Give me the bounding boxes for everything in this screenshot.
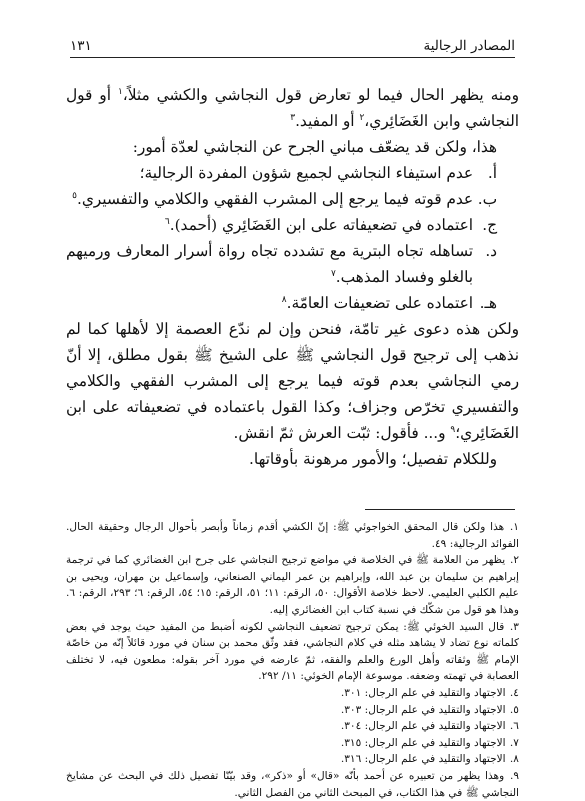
footnote-number: ٩. (509, 769, 520, 782)
footnote-text: الاجتهاد والتقليد في علم الرجال: ٣٠١. (340, 686, 506, 699)
footnote-marker: ٦ (164, 216, 170, 227)
page-number: ١٣١ (70, 38, 92, 54)
intro-text-cont: أو قول النجاشي وابن الغَضَائِري، (66, 86, 519, 130)
intro-text: ومنه يظهر الحال فيما لو تعارض قول النجاشي والكشي مثلاً، (122, 86, 519, 104)
footnote-text: قال السيد الخوئي ﷺ: يمكن ترجيح تضعيف النجاشي لكونه أضبط من المفيد حيث يوجد في بعض كلماته نوع تضاد لا يشاهد مثله في كلام النجاشي، فقد وثّق محمد بن سنان في مورد قائلاً إنّه من خاصّة الإمام ﷺ وثقاته وأهل الورع والعلم والفقه، ثمّ عارضه في مورد آخر بقوله: مطعون فيه، لا تختلف العصابة في تهمته وضعفه. موسوعة الإمام الخوئي: ١١/ ٢٩٢. (66, 620, 519, 683)
list-marker: هـ. (479, 294, 497, 312)
footnote-marker: ٨ (281, 294, 287, 305)
footnote-marker: ٥ (72, 190, 77, 201)
footnote-number: ٥. (509, 703, 519, 716)
lead-paragraph: هذا، ولكن قد يضعّف مباني الجرح عن النجاشي لعدّة أمور: (132, 138, 497, 156)
footnote-text: الاجتهاد والتقليد في علم الرجال: ٣٠٤. (340, 720, 506, 733)
footnote (66, 702, 519, 719)
footnote-number: ٤. (509, 686, 519, 699)
header-rule (70, 57, 515, 58)
footnote (66, 768, 519, 801)
footnote (66, 519, 519, 552)
rebuttal-text-end: و... فأقول: ثبّت العرش ثمّ انقش. (233, 424, 451, 442)
list-item (66, 290, 519, 316)
footnote-number: ٨. (509, 753, 519, 766)
list-marker: ب. (477, 190, 497, 208)
list-item (66, 238, 519, 290)
footnote-text: الاجتهاد والتقليد في علم الرجال: ٣١٥. (340, 736, 506, 749)
running-title: المصادر الرجالية (423, 38, 515, 54)
footnote-marker: ٢ (359, 112, 365, 123)
list-item-text: تساهله تجاه البترية مع تشدده تجاه رواة أسرار المعارف ورميهم بالغلو وفساد المذهب. (66, 242, 473, 286)
footnote-number: ٣. (509, 620, 519, 633)
footnote-marker: ٣ (290, 112, 296, 123)
list-item (66, 212, 519, 238)
list-marker: د. (485, 242, 497, 260)
list-item-text: عدم استيفاء النجاشي لجميع شؤون المفردة الرجالية؛ (139, 164, 473, 182)
footnote-number: ٢. (509, 554, 520, 567)
list-item-text: عدم قوته فيما يرجع إلى المشرب الفقهي والكلامي والتفسيري. (76, 190, 473, 208)
running-header (70, 34, 515, 54)
footnote-text: هذا ولكن قال المحقق الخواجوئي ﷺ: إنّ الكشي أقدم زماناً وأبصر بأحوال الرجال وحقيقة الحال. الفوائد الرجالية: ٤٩. (66, 521, 519, 550)
footnote (66, 619, 519, 685)
footnote-marker: ٩ (450, 424, 456, 435)
footnote-separator (365, 509, 515, 510)
rebuttal-text: ولكن هذه دعوى غير تامّة، فنحن وإن لم ندّع العصمة إلا لأهلها كما لم نذهب إلى ترجيح قول النجاشي ﷺ على الشيخ ﷺ بقول مطلق، إلا أنّ رمي النجاشي بعدم قوته فيما يرجع إلى المشرب الفقهي والكلامي والتفسيري تخرّص وجزاف؛ وكذا القول باعتماده في تضعيفاته على ابن الغَضَائِري؛ (66, 320, 519, 442)
list-marker: أ. (487, 164, 497, 182)
footnote-text: وهذا يظهر من تعبيره عن أحمد بأنّه «قال» أو «ذكر»، وقد بيّنّا تفصيل ذلك في البحث عن مشايخ النجاشي ﷺ في هذا الكتاب، في المبحث الثاني من الفصل الثاني. (66, 769, 519, 799)
footnote (66, 552, 519, 618)
rebuttal-paragraph (66, 316, 519, 446)
footnote-text: يظهر من العلامة ﷺ في الخلاصة في مواضع ترجيح النجاشي على جرح ابن الغضائري كما في ترجمة إبراهيم بن سليمان بن عبد الله، وإبراهيم بن عمر اليماني الصنعاني، وإسماعيل بن مهران، ويحيى بن عليم الكلبي العليمي. لاحظ خلاصة الأقوال: ٥٠، الرقم: ١١؛ ٥١، الرقم: ١٥؛ ٥٤، الرقم: ٦؛ ٢٩٣، الرقم: ٦. وهذا هو قول من شكّك في نسبة كتاب ابن الغضائري إليه. (66, 554, 519, 616)
closing-paragraph: وللكلام تفصيل؛ والأمور مرهونة بأوقاتها. (249, 450, 497, 468)
list-item-text: اعتماده في تضعيفاته على ابن الغَضَائِري (أحمد). (169, 216, 473, 234)
list-item-text: اعتماده على تضعيفات العامّة. (286, 294, 473, 312)
footnotes (66, 519, 519, 801)
list-item (66, 186, 519, 212)
footnote-text: الاجتهاد والتقليد في علم الرجال: ٣٠٣. (340, 703, 506, 716)
footnote-number: ٦. (509, 720, 519, 733)
footnote-marker: ١ (117, 86, 123, 97)
footnote-text: الاجتهاد والتقليد في علم الرجال: ٣١٦. (340, 753, 506, 766)
main-text (66, 82, 519, 472)
list-marker: ج. (482, 216, 497, 234)
footnote (66, 735, 519, 752)
footnote-number: ١. (509, 521, 519, 533)
footnote (66, 751, 519, 768)
list-item (66, 160, 519, 186)
footnote (66, 685, 519, 702)
footnote-marker: ٧ (330, 268, 336, 279)
footnote (66, 718, 519, 735)
footnote-number: ٧. (509, 736, 519, 749)
reasons-list (66, 160, 519, 316)
intro-paragraph (66, 82, 519, 134)
intro-text-end: أو المفيد. (295, 112, 360, 130)
